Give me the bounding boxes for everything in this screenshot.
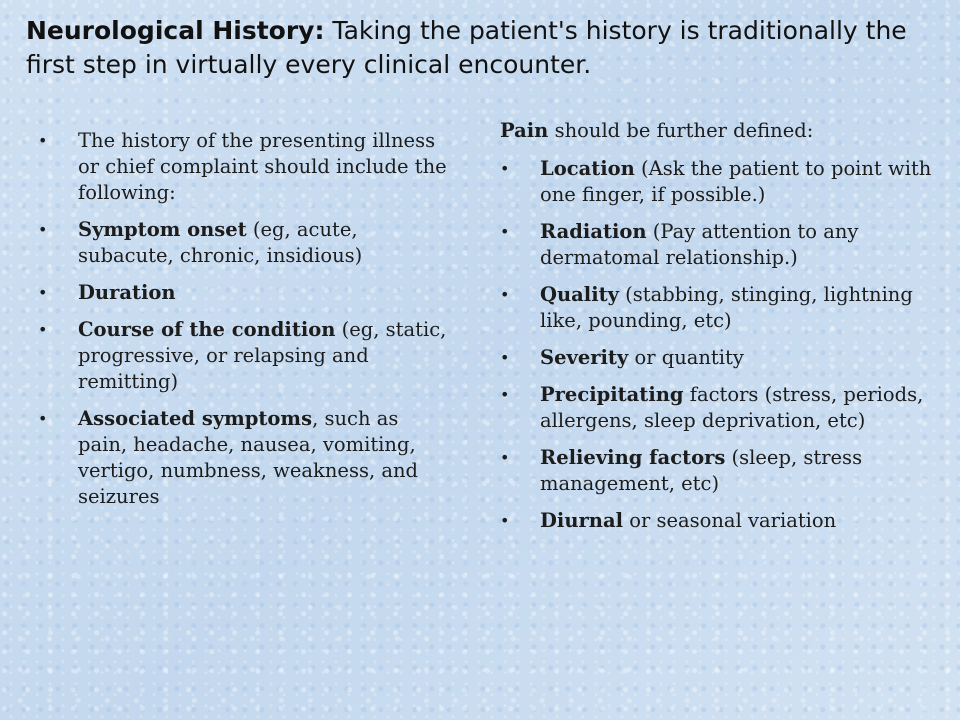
list-item [38,217,453,269]
bullet-icon: • [38,220,48,239]
list-item [500,156,940,208]
list-item [500,508,940,534]
item-text: The history of the presenting illness or chief complaint should include the following: [78,129,447,204]
bullet-icon: • [38,409,48,428]
list-item [38,280,453,306]
list-item [500,345,940,371]
pain-list [500,156,940,534]
list-item [38,128,453,206]
item-text: (eg, static, progressive, or relapsing and remitting) [78,318,447,393]
item-bold: Duration [78,281,176,304]
list-item [38,406,453,510]
list-item [500,445,940,497]
list-item [500,282,940,334]
bullet-icon: • [500,448,510,467]
item-bold: Diurnal [540,509,623,532]
bullet-icon: • [500,285,510,304]
item-bold: Quality [540,283,619,306]
heading-text: should be further defined: [548,119,814,142]
title-bold: Neurological History: [26,16,325,45]
heading-bold: Pain [500,119,549,142]
item-bold: Location [540,157,635,180]
item-text: (sleep, stress management, etc) [540,446,863,495]
item-text: or seasonal variation [623,509,837,532]
bullet-icon: • [500,222,510,241]
bullet-icon: • [38,320,48,339]
list-item [38,317,453,395]
bullet-icon: • [38,283,48,302]
bullet-icon: • [500,159,510,178]
pain-heading [500,118,940,144]
item-bold: Relieving factors [540,446,726,469]
bullet-icon: • [500,348,510,367]
item-bold: Radiation [540,220,647,243]
item-text: , such as pain, headache, nausea, vomiting, vertigo, numbness, weakness, and seizures [78,407,419,508]
item-text: factors (stress, periods, allergens, sleep deprivation, etc) [540,383,924,432]
item-text: (stabbing, stinging, lightning like, pounding, etc) [540,283,913,332]
item-text: (eg, acute, subacute, chronic, insidious) [78,218,363,267]
item-bold: Symptom onset [78,218,247,241]
title-text: Taking the patient's history is traditionally the first step in virtually every clinical encounter. [26,16,907,79]
item-bold: Severity [540,346,629,369]
bullet-icon: • [500,511,510,530]
left-column [38,128,453,521]
right-column [500,118,940,545]
item-bold: Associated symptoms [78,407,313,430]
list-item [500,382,940,434]
history-list [38,128,453,510]
item-bold: Course of the condition [78,318,336,341]
item-text: (Pay attention to any dermatomal relationship.) [540,220,859,269]
list-item [500,219,940,271]
item-bold: Precipitating [540,383,684,406]
slide-title [26,14,936,82]
bullet-icon: • [500,385,510,404]
item-text: or quantity [628,346,744,369]
bullet-icon: • [38,131,48,150]
item-text: (Ask the patient to point with one finger, if possible.) [540,157,932,206]
